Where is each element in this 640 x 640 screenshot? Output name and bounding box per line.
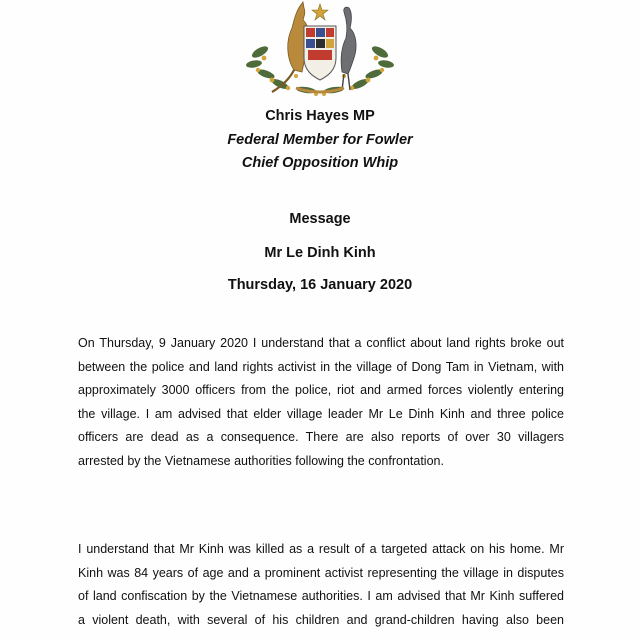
- paragraph-line: approximately 3000 officers from the police, riot and armed forces violently entering: [78, 383, 564, 398]
- paragraph-line: arrested by the Vietnamese authorities following the confrontation.: [78, 453, 444, 468]
- paragraph-line: between the police and land rights activist in the village of Dong Tam in Vietnam, with: [78, 359, 564, 374]
- member-position: Chief Opposition Whip: [241, 155, 399, 171]
- member-role: Federal Member for Fowler: [227, 132, 413, 148]
- message-date: Thursday, 16 January 2020: [227, 277, 413, 293]
- message-subject: Mr Le Dinh Kinh: [264, 245, 376, 261]
- paragraph-line: of land confiscation by the Vietnamese authorities. I am advised that Mr Kinh suffered: [78, 589, 564, 604]
- body-paragraph-2: [78, 538, 564, 632]
- paragraph-line: a violent death, with several of his children and grand-children having also been: [78, 612, 564, 627]
- paragraph-line: On Thursday, 9 January 2020 I understand that a conflict about land rights broke out: [78, 336, 564, 350]
- paragraph-line: officers are dead as a consequence. There are also reports of over 30 villagers: [78, 430, 564, 445]
- paragraph-line: I understand that Mr Kinh was killed as a result of a targeted attack on his home. Mr: [78, 542, 564, 556]
- body-paragraph-1: [78, 332, 564, 474]
- member-name: Chris Hayes MP: [265, 108, 375, 124]
- coat-of-arms-icon: [246, 0, 394, 100]
- paragraph-line: the village. I am advised that elder village leader Mr Le Dinh Kinh and three police: [78, 406, 564, 421]
- message-heading: Message: [289, 211, 351, 227]
- paragraph-line: Kinh was 84 years of age and a prominent activist representing the village in disputes: [78, 565, 564, 580]
